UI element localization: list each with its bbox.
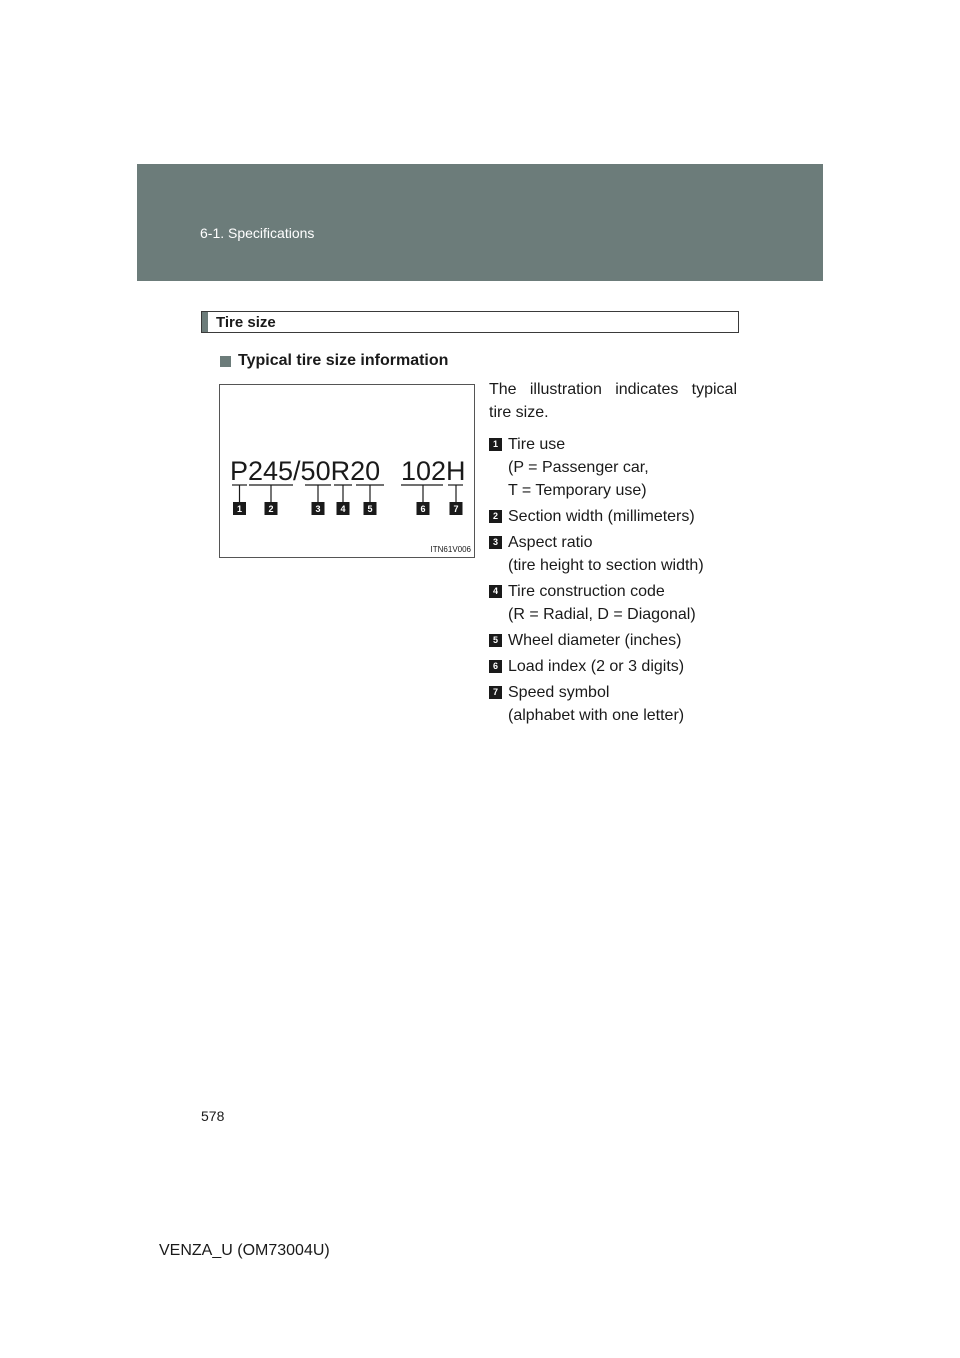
list-item-aspect-ratio [489, 531, 749, 577]
item-line: (R = Radial, D = Diagonal) [508, 606, 696, 623]
tire-code-left: P245/50R20 [230, 456, 381, 486]
list-item-construction-code [489, 580, 749, 626]
item-line: Tire use [508, 436, 566, 453]
marker-3 [312, 502, 325, 515]
number-badge-icon: 4 [489, 585, 502, 598]
list-item-wheel-diameter [489, 629, 749, 652]
item-line: Speed symbol [508, 684, 610, 701]
subheading-text: Typical tire size information [238, 352, 449, 369]
svg-text:3: 3 [315, 504, 321, 514]
image-id: ITN61V006 [430, 545, 471, 554]
marker-4 [337, 502, 350, 515]
section-accent [202, 312, 208, 332]
svg-text:6: 6 [420, 504, 426, 514]
number-badge-icon: 6 [489, 660, 502, 673]
marker-6 [417, 502, 430, 515]
list-item-tire-use [489, 433, 749, 502]
item-line: T = Temporary use) [508, 482, 647, 499]
subheading [220, 352, 448, 370]
svg-text:5: 5 [367, 504, 373, 514]
svg-text:4: 4 [340, 504, 346, 514]
number-badge-icon: 5 [489, 634, 502, 647]
item-line: Wheel diameter (inches) [508, 632, 682, 649]
list-item-speed-symbol [489, 681, 749, 727]
tire-code-right: 102H [401, 456, 466, 486]
marker-1 [233, 502, 246, 515]
header-band [137, 164, 823, 281]
footer-code: VENZA_U (OM73004U) [159, 1242, 330, 1259]
square-bullet-icon [220, 356, 231, 367]
section-title-bar [201, 311, 739, 333]
number-badge-icon: 2 [489, 510, 502, 523]
item-line: (tire height to section width) [508, 557, 704, 574]
number-badge-icon: 7 [489, 686, 502, 699]
marker-2 [265, 502, 278, 515]
item-line: (alphabet with one letter) [508, 707, 685, 724]
item-list [489, 433, 749, 730]
item-line: Section width (millimeters) [508, 508, 695, 525]
section-breadcrumb: 6-1. Specifications [200, 225, 315, 241]
item-line: Load index (2 or 3 digits) [508, 658, 685, 675]
bracket-lines [232, 485, 463, 502]
list-item-load-index [489, 655, 749, 678]
number-badge-icon: 3 [489, 536, 502, 549]
page-number: 578 [201, 1108, 225, 1124]
tire-size-illustration [219, 384, 475, 558]
number-badge-icon: 1 [489, 438, 502, 451]
tire-size-diagram [220, 385, 476, 559]
svg-text:1: 1 [236, 504, 243, 514]
svg-text:2: 2 [268, 504, 274, 514]
item-line: Aspect ratio [508, 534, 593, 551]
section-title: Tire size [216, 314, 276, 331]
marker-7 [450, 502, 463, 515]
item-line: (P = Passenger car, [508, 459, 649, 476]
intro-text: The illustration indicates typical tire size. [489, 381, 737, 421]
list-item-section-width [489, 505, 749, 528]
item-line: Tire construction code [508, 583, 665, 600]
marker-5 [364, 502, 377, 515]
svg-text:7: 7 [453, 504, 459, 514]
